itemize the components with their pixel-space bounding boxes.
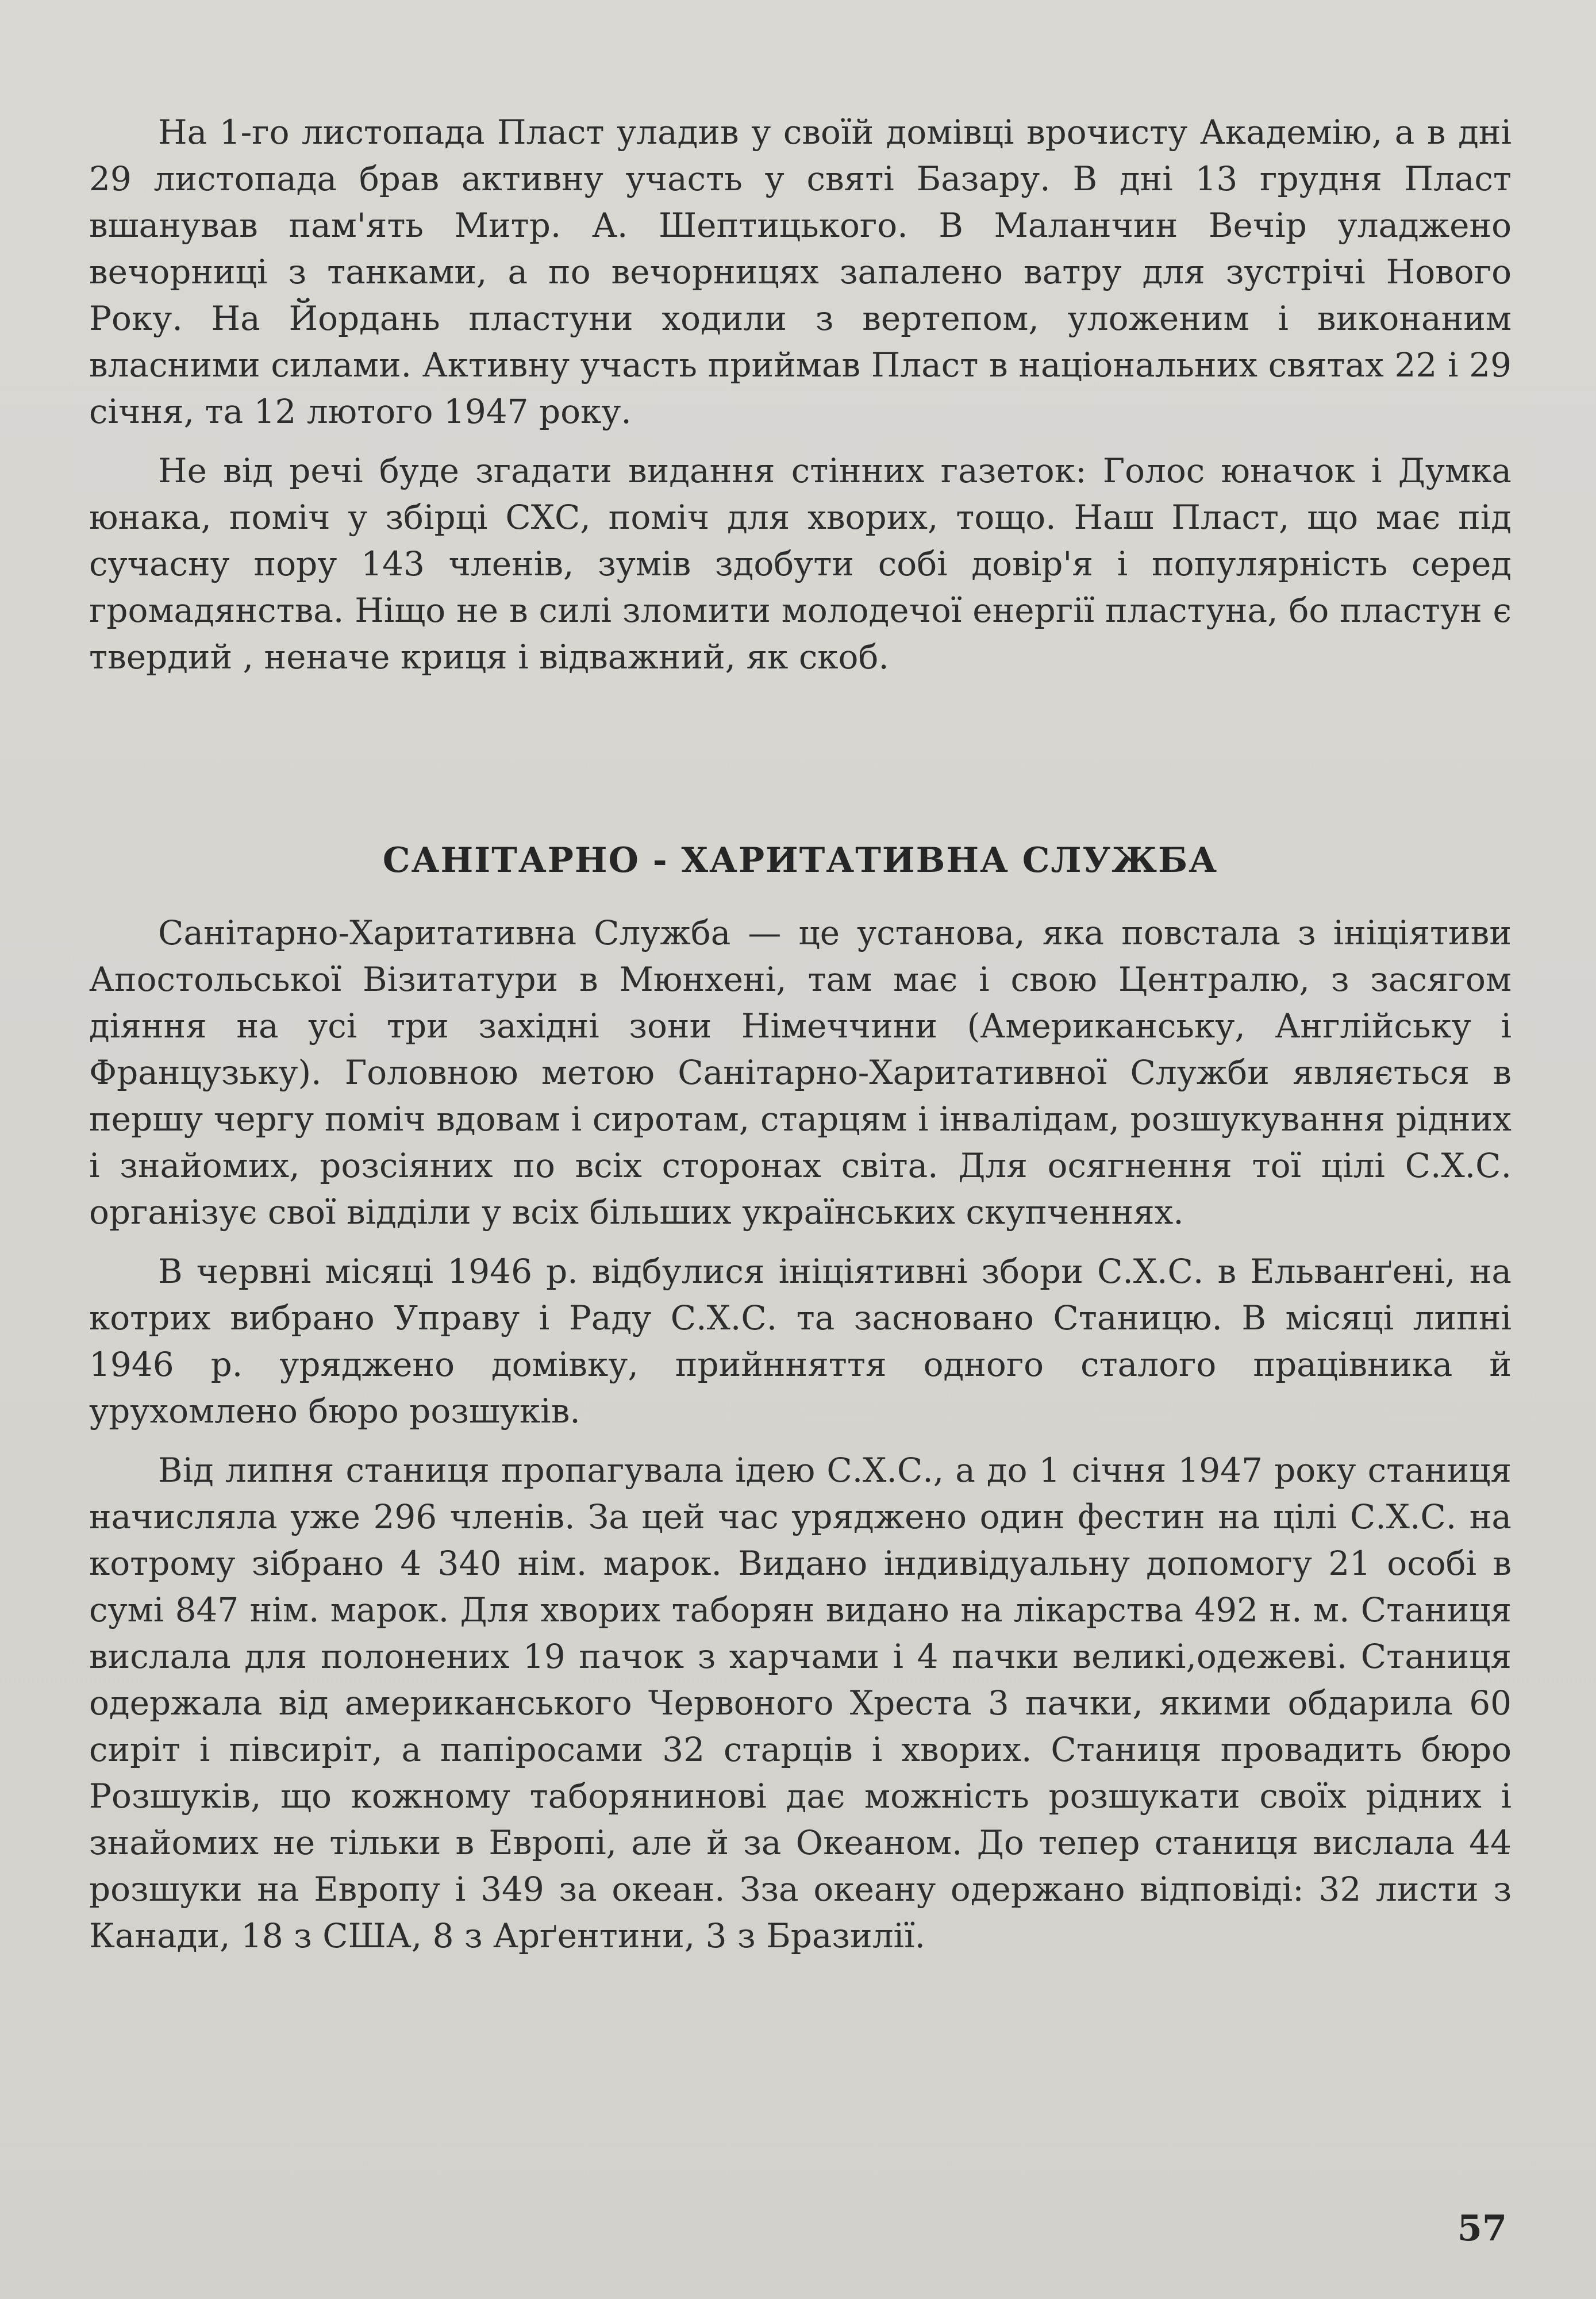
paragraph-shs-activities: Від липня станиця пропагувала ідею С.Х.С., а до 1 січня 1947 року станиця начисляла уже 296 членів. За цей час уряджено один фестин на цілі С.Х.С. на котрому зібрано 4 340 нім. марок. Видано індивідуальну допомогу 21 особі в сумі 847 нім. марок. Для хворих таборян видано на лікарства 492 н. м. Станиця вислала для полонених 19 пачок з харчами і 4 пачки великі,одежеві. Станиця одержала від американського Червоного Хреста 3 пачки, якими обдарила 60 сиріт і півсиріт, а папіросами 32 старців і хворих. Станиця провадить бюро Розшуків, що кожному таборянинові дає можність розшукати своїх рідних і знайомих не тільки в Европі, але й за Океаном. До тепер станиця вислала 44 розшуки на Европу і 349 за океан. Зза океану одержано відповіді: 32 листи з Канади, 18 з США, 8 з Арґентини, 3 з Бразилії. <box>89 1451 1512 1955</box>
page-number: 57 <box>1457 2207 1507 2249</box>
section-shs <box>89 910 1512 1959</box>
section-plast <box>89 109 1512 681</box>
paragraph-shs-founding: В червні місяці 1946 р. відбулися ініціятивні збори С.Х.С. в Ельванґені, на котрих вибрано Управу і Раду С.Х.С. та засновано Станицю. В місяці липні 1946 р. уряджено домівку, прийнняття одного сталого працівника й урухомлено бюро розшуків. <box>89 1252 1512 1431</box>
paragraph-plast-events: На 1-го листопада Пласт уладив у своїй домівці врочисту Академію, а в дні 29 листопада брав активну участь у святі Базару. В дні 13 грудня Пласт вшанував пам'ять Митр. А. Шептицького. В Маланчин Вечір уладжено вечорниці з танками, а по вечорницях запалено ватру для зустрічі Нового Року. На Йордань пластуни ходили з вертепом, уложеним і виконаним власними силами. Активну участь приймав Пласт в національних святах 22 і 29 січня, та 12 лютого 1947 року. <box>89 113 1512 431</box>
paragraph-shs-intro: Санітарно-Харитативна Служба — це установа, яка повстала з ініціятиви Апостольської Візитатури в Мюнхені, там має і свою Централю, з засягом діяння на усі три західні зони Німеччини (Американську, Англійську і Французьку). Головною метою Санітарно-Харитативної Служби являється в першу чергу поміч вдовам і сиротам, старцям і інвалідам, розшукування рідних і знайомих, розсіяних по всіх сторонах світа. Для осягнення тої цілі С.Х.С. організує свої відділи у всіх більших українських скупченнях. <box>89 913 1512 1232</box>
section-heading: САНІТАРНО - ХАРИТАТИВНА СЛУЖБА <box>382 840 1218 881</box>
paragraph-plast-newspapers: Не від речі буде згадати видання стінних газеток: Голос юначок і Думка юнака, поміч у збірці СХС, поміч для хворих, тощо. Наш Пласт, що має під сучасну пору 143 членів, зумів здобути собі довір'я і популярність серед громадянства. Ніщо не в силі зломити молодечої енергії пластуна, бо пластун є твердий , неначе криця і відважний, як скоб. <box>89 451 1512 676</box>
